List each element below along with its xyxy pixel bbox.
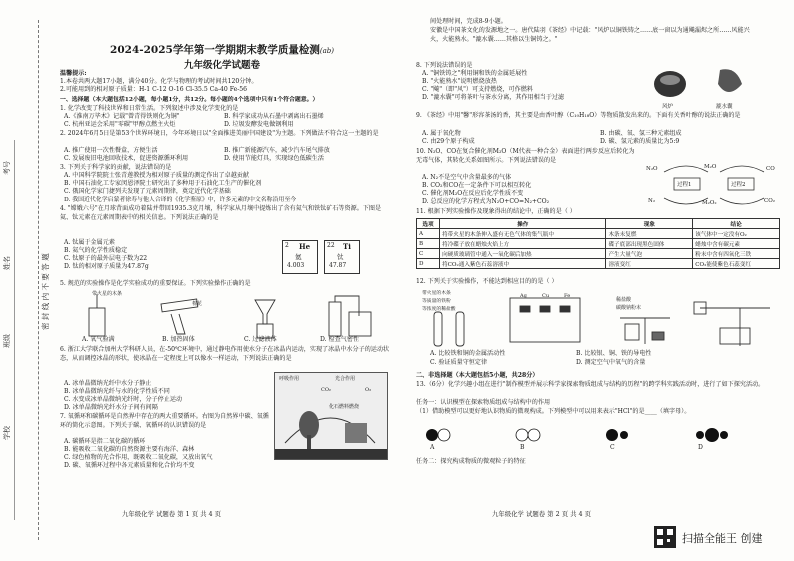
q12-option-a: A. 比较铁和铜的金属活动性 xyxy=(430,350,506,357)
table-row xyxy=(417,249,780,259)
table-cell: 粉末中含有四氧化三铁 xyxy=(693,249,780,259)
notice-item-1: 1.本卷共两大题17小题，满分40分。化学与物理的考试时间共120分钟。 xyxy=(60,78,258,85)
binding-margin xyxy=(0,0,52,561)
cycle-label-co2: CO₂ xyxy=(321,387,331,393)
oxygen-check-icon xyxy=(89,294,105,336)
table-cell: 向硬质玻璃管中通入一氧化碳后加热 xyxy=(440,249,606,259)
binding-line xyxy=(38,20,39,540)
model-a-icon xyxy=(426,429,450,441)
q9-option-d: D. 碳、氢元素的质量比为5:9 xyxy=(600,138,680,145)
q5-option-c: C. 过滤液体 xyxy=(244,336,277,343)
q7-option-b: B. 能吸收二氧化碳的自然资源主要有海洋、森林 xyxy=(64,446,195,453)
field-kaohao: 考号 xyxy=(3,161,11,175)
q8-continued: 间处理时间，完成8-9小题。 xyxy=(430,18,507,25)
q9-option-a: A. 属于氧化物 xyxy=(422,130,461,137)
q10-label-m2o2: M₂O₂ xyxy=(702,200,717,206)
element-symbol: Ti xyxy=(343,242,351,251)
q8-option-d: D. "漉水囊"可将茶叶与茶水分离，其作用相当于过滤 xyxy=(422,94,565,101)
cycle-label-photosynthesis: 光合作用 xyxy=(335,376,356,382)
field-banji: 班级 xyxy=(3,334,11,348)
q12-option-b: B. 比较银、铜、铁的导电性 xyxy=(576,350,652,357)
table-cell: 将带火星的木条伸入盛有无色气体的集气瓶中 xyxy=(440,229,606,239)
element-card-ti xyxy=(324,240,360,274)
q2-option-b: B. 推广新能源汽车，减少汽车尾气排放 xyxy=(224,147,330,154)
q7-option-a: A. 碳循环是指二氧化碳的循环 xyxy=(64,438,146,445)
model-b-icon xyxy=(516,429,540,441)
seal-text: 密 封 线 内 不 要 答 题 xyxy=(41,253,50,330)
field-xuexiao: 学校 xyxy=(3,426,11,440)
cycle-drawing xyxy=(275,373,387,459)
exam-title: 2024-2025学年第一学期期末教学质量检测(ab) xyxy=(110,44,334,56)
q5-option-a: A. 氧气验满 xyxy=(82,336,115,343)
q1-option-b: B. 科学家成功从石墨中剥离出石墨烯 xyxy=(224,113,324,120)
q12-label-cu: Cu xyxy=(542,293,550,299)
q3-option-b: B. 中国石油化工专家闵恩泽院士研究出了多种用于石油化工生产的催化剂 xyxy=(64,180,262,187)
element-symbol: He xyxy=(299,242,311,251)
q8-images xyxy=(648,66,758,102)
filter-bag-icon xyxy=(718,69,742,92)
table-header: 结论 xyxy=(693,219,780,229)
q10-diagram xyxy=(644,160,784,210)
q7-stem: 7. 氧循环和碳循环是自然界中存在的两大重要循环。右图为自然界中碳、氧循环的简化示意图。下列关于碳、氧循环的认识错误的是 xyxy=(60,413,269,429)
q4-option-c: C. 钛原子的最外层电子数为22 xyxy=(64,255,148,262)
q12-label-ag: Ag xyxy=(520,293,527,299)
table-header: 选项 xyxy=(417,219,440,229)
scanner-watermark: 扫描全能王 创建 xyxy=(682,532,763,545)
table-row xyxy=(417,229,780,239)
q4-option-a: A. 钛属于金属元素 xyxy=(64,239,115,246)
q3-option-c: C. 俄国化学家门捷列夫发现了元素周期律，奠定近代化学基础 xyxy=(64,188,231,195)
q1-stem: 1. 化学改变了科技世界和日常生活。下列叙述中涉及化学变化的是 xyxy=(60,105,239,112)
airtightness-check-icon xyxy=(329,296,371,336)
q12-apparatus-figure xyxy=(420,288,780,352)
cycle-label-combustion: 化石燃料燃烧 xyxy=(329,404,360,410)
q10-stem: 10. N₂O、CO在复合催化剂M₂O（M代表一种合金）表面进行两步反应后转化为无毒气体，其转化关系如图所示。下列说法错误的是 xyxy=(416,148,635,164)
q13-task1: 任务一：认识模型在探索物质组成与结构中的作用 xyxy=(416,399,551,406)
element-number: 2 xyxy=(285,242,289,249)
q10-option-a: A. N₂不是空气中含量最多的气体 xyxy=(422,174,512,181)
q10-label-n2o: N₂O xyxy=(646,166,658,172)
q5-option-b: B. 加热固体 xyxy=(162,336,195,343)
q8-image-label-bag: 漉水囊 xyxy=(716,104,733,110)
q5-option-d: D. 检查气密性 xyxy=(320,336,360,343)
table-header: 现象 xyxy=(606,219,693,229)
q6-option-c: C. 水变成冰单晶微纳光纤时，分子停止运动 xyxy=(64,396,183,403)
q12-option-d: D. 测定空气中氧气的含量 xyxy=(576,359,646,366)
element-mass: 4.003 xyxy=(287,262,305,269)
page-1 xyxy=(52,0,392,561)
q8-option-c: C. "飚"（即"风"）可支持燃烧，可作燃料 xyxy=(422,86,533,93)
q11-stem: 11. 根据下列实验操作及现象得出的结论中，正确的是（ ） xyxy=(416,208,576,215)
test-tubes-icon xyxy=(434,312,464,346)
q11-table xyxy=(416,218,780,269)
section2-heading: 二、非选择题（本大题包括5小题，共28分） xyxy=(416,372,539,379)
table-row xyxy=(417,259,780,269)
q8-image-label-stove: 风炉 xyxy=(662,104,674,110)
table-cell: A xyxy=(417,229,440,239)
element-mass: 47.87 xyxy=(329,262,347,269)
q13-option-c: C xyxy=(610,444,615,451)
table-cell: 将冷碟子放在蜡烛火焰上方 xyxy=(440,239,606,249)
q2-option-c: C. 发展废旧电池回收技术，促进资源循环利用 xyxy=(64,155,189,162)
q1-option-d: D. 垃圾发酵发电做钢利用 xyxy=(224,121,294,128)
carbon-oxygen-cycle-figure xyxy=(274,372,388,460)
element-card-he xyxy=(282,240,318,274)
q12-option-c: C. 验证质量守恒定律 xyxy=(430,359,488,366)
q12-stem: 12. 下列关于实验操作，不能达到相应目的的是（ ） xyxy=(416,278,558,285)
notice-heading: 温馨提示: xyxy=(60,70,87,77)
filter-funnel-icon xyxy=(255,300,275,338)
q12-label-fe: Fe xyxy=(564,293,571,299)
q10-label-process1: 过程1 xyxy=(677,182,692,188)
section1-heading: 一、选择题（本大题包括12小题，每小题1分，共12分。每小题的4个选项中只有1个符合题意。） xyxy=(60,96,319,103)
q10-option-b: B. CO₂和CO在一定条件下可以相互转化 xyxy=(422,182,532,189)
q13-task2: 任务二：探究构成物质的微观粒子的特征 xyxy=(416,458,526,465)
q8-option-a: A. "铜铁铸之"利用铜和铁的金属延展性 xyxy=(422,70,528,77)
q5-label-splint: 带火星的木条 xyxy=(92,291,123,297)
q9-stem: 9. 《茶经》中用"馨"形容茶汤的香，其主要是由香叶醇（C₁₀H₁₈O）等物质散发出来的。下面有关香叶醇的说法正确的是 xyxy=(416,112,741,119)
model-d-icon xyxy=(696,428,728,442)
table-cell: 蜡烛中含有碳元素 xyxy=(693,239,780,249)
oxygen-measure-icon xyxy=(694,302,770,346)
q10-label-co: CO xyxy=(766,166,775,172)
q4-option-b: B. 氦气的化学性质稳定 xyxy=(64,247,128,254)
q6-option-a: A. 冰单晶微纳光纤中水分子静止 xyxy=(64,380,152,387)
page-2 xyxy=(400,0,792,561)
q3-option-d: D. 我国近代化学启蒙者徐寿与他人合译的《化学鉴原》中，许多元素的中文名称沿用至今 xyxy=(64,197,297,203)
q1-option-a: A.《淮南万毕术》记载"曾青得铁则化为铜" xyxy=(64,113,180,120)
q3-option-a: A. 中国科学院院士张青莲教授为相对原子质量的测定作出了卓越贡献 xyxy=(64,172,249,179)
q10-option-d: D. 总反应的化学方程式为N₂O+CO=N₂+CO₂ xyxy=(422,198,550,205)
q12-label-dilute-hcl: 稀盐酸 xyxy=(616,297,632,303)
q2-option-d: D. 使用节能灯具，实现绿色低碳生活 xyxy=(224,155,324,162)
q5-stem: 5. 规范的实验操作是化学实验成功的重要保证。下列实验操作正确的是 xyxy=(60,280,251,287)
element-name: 氦 xyxy=(295,253,302,261)
table-cell: C xyxy=(417,249,440,259)
notice-item-2: 2.可能用到的相对原子质量：H-1 C-12 O-16 Cl-35.5 Ca-40 Fe-56 xyxy=(60,86,248,93)
table-cell: B xyxy=(417,239,440,249)
page-2-footer: 九年级化学 试题卷 第 2 页 共 4 页 xyxy=(492,510,592,518)
q9-option-c: C. 由29个原子构成 xyxy=(422,138,475,145)
q6-option-b: B. 冰单晶微纳光纤与水的化学性质不同 xyxy=(64,388,170,395)
table-header: 操作 xyxy=(440,219,606,229)
q5-apparatus-figure xyxy=(67,292,387,340)
tree-icon xyxy=(299,411,319,439)
cycle-label-respiration: 呼吸作用 xyxy=(279,376,300,382)
qr-code-icon xyxy=(654,526,676,548)
q13-option-a: A xyxy=(430,444,435,451)
q12-label-na2co3: 碳酸钠粉末 xyxy=(616,305,642,311)
table-cell: 溶液变红 xyxy=(606,259,693,269)
table-cell: 碟子底部出现黑色固体 xyxy=(606,239,693,249)
q7-option-c: C. 绿色植物的光合作用，既吸收二氧化碳，又放出氧气 xyxy=(64,454,213,461)
q1-option-c: C. 杭州亚运会采用"零碳"甲醇点燃主火炬 xyxy=(64,121,176,128)
q13-models xyxy=(424,426,764,444)
circuit-icon xyxy=(510,298,580,342)
exam-subtitle: 九年级化学试题卷 xyxy=(183,60,260,71)
q12-label-hcl: 等浓度的稀盐酸 xyxy=(422,307,456,312)
wind-stove-icon xyxy=(654,71,686,97)
model-c-icon xyxy=(606,429,628,441)
field-underline xyxy=(14,140,15,520)
q13-stem: 13.（6分）化学兴趣小组在进行"制作模型并展示科学家探索物质组成与结构的历程"的跨学科实践活动时，进行了如下探究活动。 xyxy=(416,381,765,388)
q10-label-co2: CO₂ xyxy=(764,198,775,204)
q2-option-a: A. 推广使用一次性餐盒，方便生活 xyxy=(64,147,158,154)
q9-option-b: B. 由碳、氧、氢三种元素组成 xyxy=(600,130,682,137)
q7-option-d: D. 碳、氧循环过程中各元素质量和化合价均不变 xyxy=(64,462,195,469)
q10-label-process2: 过程2 xyxy=(731,182,746,188)
cycle-label-o2: O₂ xyxy=(365,387,372,393)
element-number: 22 xyxy=(327,242,335,249)
q2-stem: 2. 2024年6月5日是第53个世界环境日，今年环境日以"全面推进美丽中国建设"为主题。下列做法不符合这一主题的是 xyxy=(60,130,379,137)
q13-option-b: B xyxy=(520,444,525,451)
q8-stem: 8. 下列说法错误的是 xyxy=(416,62,473,69)
q8-intro: 安徽是中国茶文化的发源地之一。唐代陆羽《茶经》中记载："风炉以铜铁铸之……底一窗以为通飚漏烬之所……风能兴火，火能熟水。"漉水囊……其格以生铜铸之。" xyxy=(430,27,750,43)
q6-option-d: D. 冰单晶微纳光纤水分子间有间隔 xyxy=(64,404,158,411)
q8-option-b: B. "火能熟水"说明燃烧放热 xyxy=(422,78,497,85)
balance-icon xyxy=(620,318,670,344)
q6-stem: 6. 浙江大学联合加州大学科研人员，在-50℃环境中，通过静电作用使水分子在冰晶内运动，实现了冰晶中水分子的运动状态，从而调控冰晶的形状，使冰晶在一定程度上可以像水一样运动，下列说法正确的是 xyxy=(60,346,390,362)
table-cell: 产生大量气泡 xyxy=(606,249,693,259)
q5-label-cotton: 棉花 xyxy=(192,301,203,307)
table-cell: D xyxy=(417,259,440,269)
q10-option-c: C. 催化剂M₂O在反应后化学性质不变 xyxy=(422,190,524,197)
table-row xyxy=(417,239,780,249)
table-cell: CO₂能使紫色石蕊变红 xyxy=(693,259,780,269)
page-1-footer: 九年级化学 试题卷 第 1 页 共 4 页 xyxy=(122,510,222,518)
q10-label-n2: N₂ xyxy=(648,198,656,204)
table-header-row xyxy=(417,219,780,229)
field-xingming: 姓名 xyxy=(3,256,11,270)
q4-stem: 4. "嫦娥六号"在月球背面成功着陆并带回1935.3克月壤，科学家从月壤中提炼出了含有氦气和铁钛矿石等资源。下图是氦、钛元素在元素周期表中的相关信息。下列说法正确的是 xyxy=(60,205,382,221)
q13-option-d: D xyxy=(698,444,703,451)
q10-label-m2o: M₂O xyxy=(704,164,717,170)
table-cell: 该气体中一定没有O₂ xyxy=(693,229,780,239)
q12-label-iron-powder: 等质量的铁粉 xyxy=(422,299,451,304)
table-cell: 将CO₂通入紫色石蕊溶液中 xyxy=(440,259,606,269)
q13-sub1: （1）借助模型可以更好地认识物质的微观构成。下列模型中可以用来表示"HCl"的是____（填字母）。 xyxy=(416,408,691,415)
q4-option-d: D. 钛的相对原子质量为47.87g xyxy=(64,263,149,270)
table-cell: 木条未复燃 xyxy=(606,229,693,239)
q3-stem: 3. 下列关于科学家的贡献，说法错误的是 xyxy=(60,164,172,171)
factory-icon xyxy=(345,423,367,443)
q12-label-splint: 带火星的木条 xyxy=(422,291,451,296)
element-name: 钛 xyxy=(337,253,344,261)
